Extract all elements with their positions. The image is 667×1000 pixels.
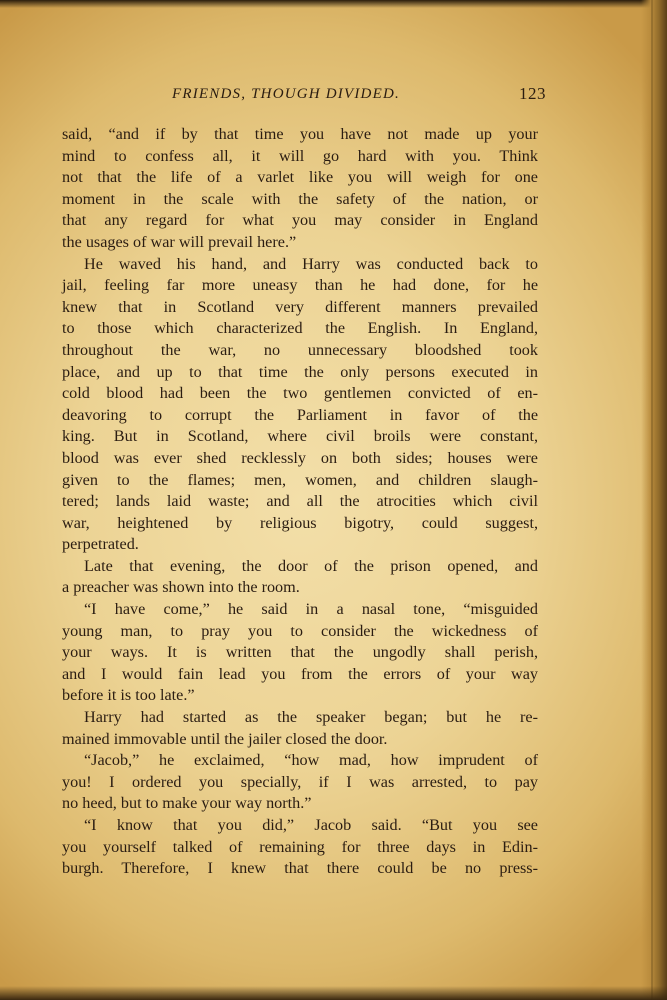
text-line: before it is too late.” xyxy=(62,686,195,705)
text-line: Harry had started as the speaker began; but he re- xyxy=(84,708,538,727)
text-line: “Jacob,” he exclaimed, “how mad, how imprudent of xyxy=(84,751,538,770)
text-line: place, and up to that time the only persons executed in xyxy=(62,362,538,381)
page-header xyxy=(60,84,546,110)
text-line: deavoring to corrupt the Parliament in favor of the xyxy=(62,405,538,424)
text-line: moment in the scale with the safety of the nation, or xyxy=(62,189,538,208)
text-line: throughout the war, no unnecessary bloodshed took xyxy=(62,340,538,359)
text-line: your ways. It is written that the ungodly shall perish, xyxy=(62,643,538,662)
text-line: that any regard for what you may consider in England xyxy=(62,211,538,230)
text-line: no heed, but to make your way north.” xyxy=(62,794,312,813)
text-line: Late that evening, the door of the prison opened, and xyxy=(84,556,538,575)
text-line: the usages of war will prevail here.” xyxy=(62,232,297,251)
text-line: cold blood had been the two gentlemen convicted of en- xyxy=(62,384,538,403)
text-line: young man, to pray you to consider the wickedness of xyxy=(62,621,538,640)
text-line: not that the life of a varlet like you will weigh for one xyxy=(62,168,538,187)
text-line: king. But in Scotland, where civil broils were constant, xyxy=(62,427,538,446)
text-line: blood was ever shed recklessly on both sides; houses were xyxy=(62,448,538,467)
text-line: you! I ordered you specially, if I was arrested, to pay xyxy=(62,772,538,791)
text-line: mind to confess all, it will go hard with you. Think xyxy=(62,146,538,165)
text-line: a preacher was shown into the room. xyxy=(62,578,300,597)
page-top-shadow xyxy=(0,0,667,8)
book-spine-edge xyxy=(641,0,667,1000)
running-head: FRIENDS, THOUGH DIVIDED. xyxy=(172,86,400,102)
text-line: said, “and if by that time you have not made up your xyxy=(62,125,538,143)
text-line: He waved his hand, and Harry was conducted back to xyxy=(84,254,538,273)
text-line: war, heightened by religious bigotry, could suggest, xyxy=(62,513,538,532)
text-line: “I know that you did,” Jacob said. “But you see xyxy=(84,816,538,834)
page-number: 123 xyxy=(519,84,546,103)
text-line: jail, feeling far more uneasy than he had done, for he xyxy=(62,276,538,295)
page-bottom-shadow xyxy=(0,986,667,1000)
text-line: burgh. Therefore, I knew that there could be no press- xyxy=(62,859,538,878)
text-line: you yourself talked of remaining for three days in Edin- xyxy=(62,837,538,856)
book-spine-line xyxy=(651,0,653,1000)
text-line: mained immovable until the jailer closed the door. xyxy=(62,729,388,748)
text-line: tered; lands laid waste; and all the atrocities which civil xyxy=(62,492,538,511)
text-line: and I would fain lead you from the errors of your way xyxy=(62,664,538,683)
text-line: “I have come,” he said in a nasal tone, “misguided xyxy=(84,600,538,619)
text-line: given to the flames; men, women, and children slaugh- xyxy=(62,470,538,489)
text-line: knew that in Scotland very different manners prevailed xyxy=(62,297,538,316)
text-line: to those which characterized the English. In England, xyxy=(62,319,538,338)
body-text xyxy=(62,124,538,880)
text-line: perpetrated. xyxy=(62,535,139,554)
